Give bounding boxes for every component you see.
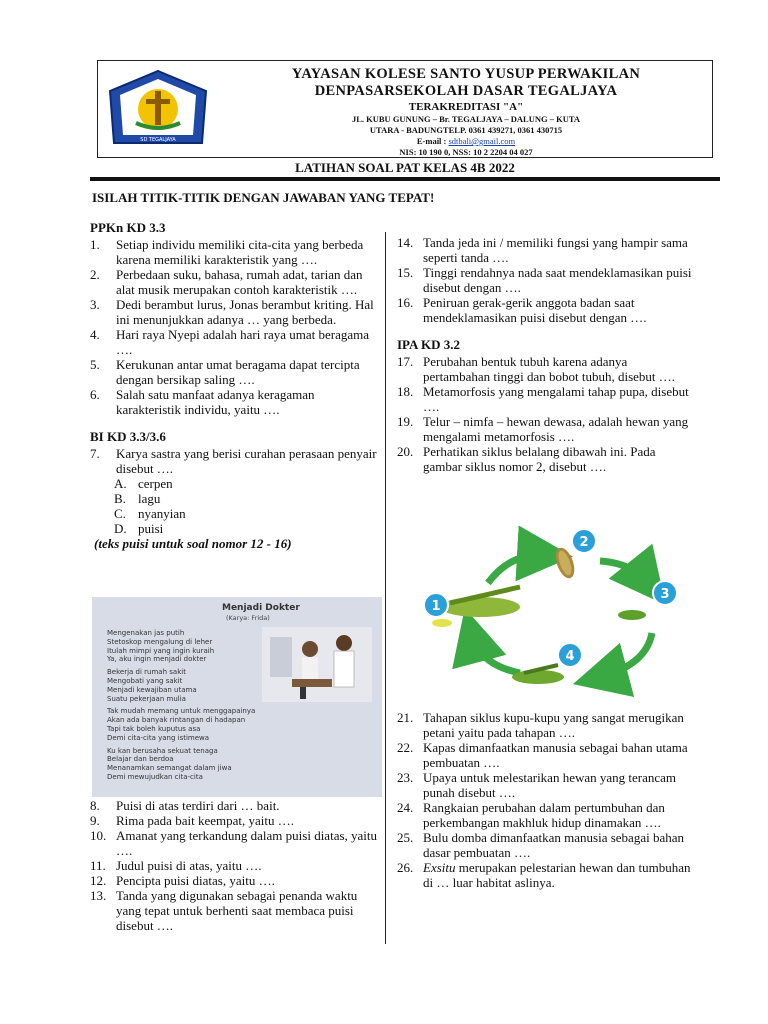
section-heading-bi: BI KD 3.3/3.6 xyxy=(90,429,166,444)
accreditation: TERAKREDITASI "A" xyxy=(408,101,524,113)
question-item: 17. Perubahan bentuk tubuh karena adanya pertambahan tinggi dan bobot tubuh, disebut …. xyxy=(397,354,676,384)
question-item: 19. Telur – nimfa – hewan dewasa, adalah hewan yang mengalami metamorfosis …. xyxy=(397,414,689,444)
question-item: 7. Karya sastra yang berisi curahan perasaan penyair disebut …. xyxy=(90,446,377,476)
question-item: 25. Bulu domba dimanfaatkan manusia sebagai bahan dasar pembuatan …. xyxy=(397,830,685,860)
svg-text:2: 2 xyxy=(579,535,589,550)
question-item: 23. Upaya untuk melestarikan hewan yang terancam punah disebut …. xyxy=(397,770,677,800)
cycle-arrow-3-4 xyxy=(600,633,652,677)
school-name: DENPASARSEKOLAH DASAR TEGALJAYA xyxy=(314,83,618,99)
email-line xyxy=(226,136,706,147)
cycle-badge-2 xyxy=(572,529,596,553)
page-title: LATIHAN SOAL PAT KELAS 4B 2022 xyxy=(295,160,515,175)
cycle-badge-4 xyxy=(558,643,582,667)
question-item: 13. Tanda yang digunakan sebagai penanda waktu yang tepat untuk berhenti saat membaca puisi disebut …. xyxy=(90,888,358,933)
question-item: 20. Perhatikan siklus belalang dibawah ini. Pada gambar siklus nomor 2, disebut …. xyxy=(397,444,656,474)
nymph-small-icon xyxy=(618,610,646,620)
option-item: D. puisi xyxy=(114,521,164,536)
question-item: 10. Amanat yang terkandung dalam puisi diatas, yaitu …. xyxy=(90,828,378,858)
option-item: A. cerpen xyxy=(114,476,173,491)
column-divider xyxy=(385,232,386,944)
school-logo-icon xyxy=(106,69,210,153)
option-item: C. nyanyian xyxy=(114,506,186,521)
question-item: 3. Dedi berambut lurus, Jonas berambut kriting. Hal ini menunjukkan adanya … yang berbeda. xyxy=(90,297,374,327)
address-line-2: UTARA - BADUNGTELP. 0361 439271, 0361 430715 xyxy=(369,125,563,135)
question-item: 22. Kapas dimanfaatkan manusia sebagai bahan utama pembuatan …. xyxy=(397,740,688,770)
doctor-illustration-icon xyxy=(262,627,372,702)
question-item: 16. Peniruan gerak-gerik anggota badan saat mendeklamasikan puisi disebut dengan …. xyxy=(397,295,647,325)
poem-title: Menjadi Dokter xyxy=(222,603,300,613)
question-item: 21. Tahapan siklus kupu-kupu yang sangat merugikan petani yaitu pada tahapan …. xyxy=(397,710,684,740)
poem-image xyxy=(92,597,382,797)
poem-text xyxy=(107,629,255,786)
question-item: 15. Tinggi rendahnya nada saat mendeklamasikan puisi disebut dengan …. xyxy=(397,265,692,295)
question-item: 12. Pencipta puisi diatas, yaitu …. xyxy=(90,873,275,888)
poem-stanza: Mengenakan jas putih Stetoskop mengalung di leher Itulah mimpi yang ingin kuraih Ya, aku ingin menjadi dokter xyxy=(107,629,215,664)
cycle-arrow-4-1 xyxy=(472,635,520,673)
nymph-large-icon xyxy=(512,665,564,684)
question-item: 6. Salah satu manfaat adanya keragaman karakteristik individu, yaitu …. xyxy=(90,387,315,417)
question-item: 4. Hari raya Nyepi adalah hari raya umat beragama …. xyxy=(90,327,370,357)
cycle-arrow-1-2 xyxy=(488,555,545,583)
svg-text:1: 1 xyxy=(431,599,441,614)
poem-stanza: Ku kan berusaha sekuat tenaga Belajar dan berdoa Menanamkan semangat dalam jiwa Demi mewujudkan cita-cita xyxy=(107,746,232,781)
letterhead xyxy=(97,60,713,158)
foundation-name: YAYASAN KOLESE SANTO YUSUP PERWAKILAN xyxy=(291,66,641,82)
section-heading-ppkn: PPKn KD 3.3 xyxy=(90,220,166,235)
question-item: 26. Exsitu merupakan pelestarian hewan dan tumbuhan di … luar habitat aslinya. xyxy=(397,860,691,890)
nis-line: NIS: 10 190 0, NSS: 10 2 2204 04 027 xyxy=(399,147,533,157)
question-item: 18. Metamorfosis yang mengalami tahap pupa, disebut …. xyxy=(397,384,689,414)
question-item: 8. Puisi di atas terdiri dari … bait. xyxy=(90,798,280,813)
svg-text:3: 3 xyxy=(660,587,670,602)
question-item: 2. Perbedaan suku, bahasa, rumah adat, tarian dan alat musik merupakan contoh karakteristik …. xyxy=(90,267,363,297)
exsitu-term: Exsitu xyxy=(423,860,456,875)
logo-caption: SD TEGALJAYA xyxy=(140,137,176,143)
cycle-arrow-2-3 xyxy=(600,561,648,583)
egg-pod-icon xyxy=(552,545,578,581)
question-item: 14. Tanda jeda ini / memiliki fungsi yang hampir sama seperti tanda …. xyxy=(397,235,688,265)
cycle-badge-1 xyxy=(424,593,448,617)
section-heading-ipa: IPA KD 3.2 xyxy=(397,337,460,352)
right-column-bottom xyxy=(397,710,702,890)
letterhead-text xyxy=(226,61,706,158)
email-label: E-mail : xyxy=(416,136,449,146)
email-link[interactable]: sdtbali@gmail.com xyxy=(448,136,516,146)
left-column-bottom xyxy=(90,798,382,933)
poem-stanza: Bekerja di rumah sakit Mengobati yang sakit Menjadi kewajiban utama Suatu pekerjaan mulia xyxy=(107,668,197,703)
question-item: 9. Rima pada bait keempat, yaitu …. xyxy=(90,813,294,828)
grasshopper-life-cycle xyxy=(420,525,700,705)
poem-author: (Karya: Frida) xyxy=(226,614,270,622)
question-item: 1. Setiap individu memiliki cita-cita yang berbeda karena memiliki karakteristik yang …. xyxy=(90,237,364,267)
question-item: 5. Kerukunan antar umat beragama dapat tercipta dengan bersikap saling …. xyxy=(90,357,360,387)
poem-note: (teks puisi untuk soal nomor 12 - 16) xyxy=(94,536,292,551)
svg-text:4: 4 xyxy=(565,649,575,664)
poem-stanza: Tak mudah memang untuk menggapainya Akan ada banyak rintangan di hadapan Tapi tak boleh kuputus asa Demi cita-cita yang istimewa xyxy=(107,707,256,742)
cycle-badge-3 xyxy=(653,581,677,605)
address-line-1: JL. KUBU GUNUNG – Br. TEGALJAYA – DALUNG – KUTA xyxy=(351,114,581,124)
question-item: 24. Rangkaian perubahan dalam pertumbuhan dan perkembangan makhluk hidup dinamakan …. xyxy=(397,800,665,830)
title-rule xyxy=(90,177,720,181)
left-column xyxy=(90,220,380,551)
right-column xyxy=(397,235,697,474)
option-item: B. lagu xyxy=(114,491,161,506)
question-item: 11. Judul puisi di atas, yaitu …. xyxy=(90,858,262,873)
instruction: ISILAH TITIK-TITIK DENGAN JAWABAN YANG TEPAT! xyxy=(92,190,435,205)
